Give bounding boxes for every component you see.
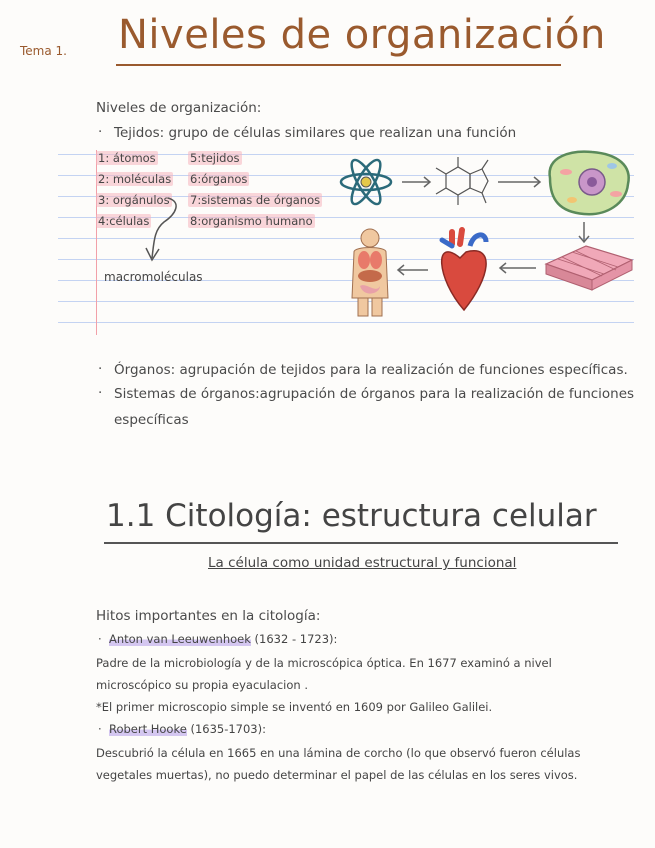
level-item: 2: moléculas	[98, 172, 172, 186]
arrow-left-icon	[500, 263, 536, 273]
hooke-line2: vegetales muertas), no puedo determinar el papel de las células en los seres vivos.	[96, 768, 578, 782]
hooke-name: Robert Hooke	[108, 722, 187, 736]
leeuwenhoek-line2: microscópico su propia eyaculacion .	[96, 678, 308, 692]
bullet-dot: ·	[98, 632, 102, 646]
sistemas-definition-line1: Sistemas de órganos:agrupación de órganos para la realización de funciones	[114, 386, 635, 402]
curved-arrow-icon	[140, 192, 190, 267]
organos-definition: Órganos: agrupación de tejidos para la realización de funciones específicas.	[114, 362, 628, 378]
bullet-dot: ·	[98, 124, 103, 140]
arrow-down-icon	[579, 222, 589, 242]
leeuwenhoek-dates: (1632 - 1723):	[254, 632, 338, 646]
level-item: 5:tejidos	[190, 151, 240, 165]
level-item: 8:organismo humano	[190, 214, 313, 228]
microscope-note: *El primer microscopio simple se inventó en 1609 por Galileo Galilei.	[96, 700, 493, 714]
leeuwenhoek-line1: Padre de la microbiología y de la microscópica óptica. En 1677 examinó a nivel	[96, 656, 552, 670]
level-item: 4:células	[98, 214, 150, 228]
arrow-right-icon	[498, 177, 540, 187]
section-heading: Niveles de organización:	[96, 100, 262, 116]
organization-levels-diagram	[336, 148, 636, 323]
level-item: 7:sistemas de órganos	[190, 193, 321, 207]
section-tagline: La célula como unidad estructural y funcional	[208, 555, 517, 571]
section-title-underline	[104, 542, 618, 544]
tissue-icon	[546, 246, 632, 290]
level-item: 6:órganos	[190, 172, 248, 186]
heart-icon	[442, 230, 486, 310]
tejidos-definition: Tejidos: grupo de células similares que realizan una función	[114, 125, 517, 141]
level-item: 1: átomos	[98, 151, 156, 165]
hitos-heading: Hitos importantes en la citología:	[96, 608, 321, 624]
sistemas-definition-line2: específicas	[114, 412, 189, 428]
bullet-dot: ·	[98, 361, 103, 377]
hooke-line1: Descubrió la célula en 1665 en una lámina de corcho (lo que observó fueron células	[96, 746, 581, 760]
atom-icon	[341, 156, 391, 207]
macromolecules-label: macromoléculas	[104, 270, 203, 284]
leeuwenhoek-name: Anton van Leeuwenhoek	[108, 632, 251, 646]
bullet-dot: ·	[98, 385, 103, 401]
topic-label: Tema 1.	[20, 44, 67, 58]
bullet-dot: ·	[98, 722, 102, 736]
arrow-left-icon	[398, 265, 428, 275]
molecule-icon	[436, 157, 488, 205]
hooke-entry	[98, 722, 266, 736]
page-title: Niveles de organización	[118, 12, 606, 58]
cell-icon	[550, 152, 629, 215]
hooke-dates: (1635-1703):	[190, 722, 266, 736]
human-organs-icon	[352, 229, 388, 316]
title-underline	[116, 64, 561, 66]
leeuwenhoek-entry	[98, 632, 337, 646]
level-item: 3: orgánulos	[98, 193, 170, 207]
arrow-right-icon	[402, 177, 430, 187]
section-title: 1.1 Citología: estructura celular	[106, 498, 597, 534]
